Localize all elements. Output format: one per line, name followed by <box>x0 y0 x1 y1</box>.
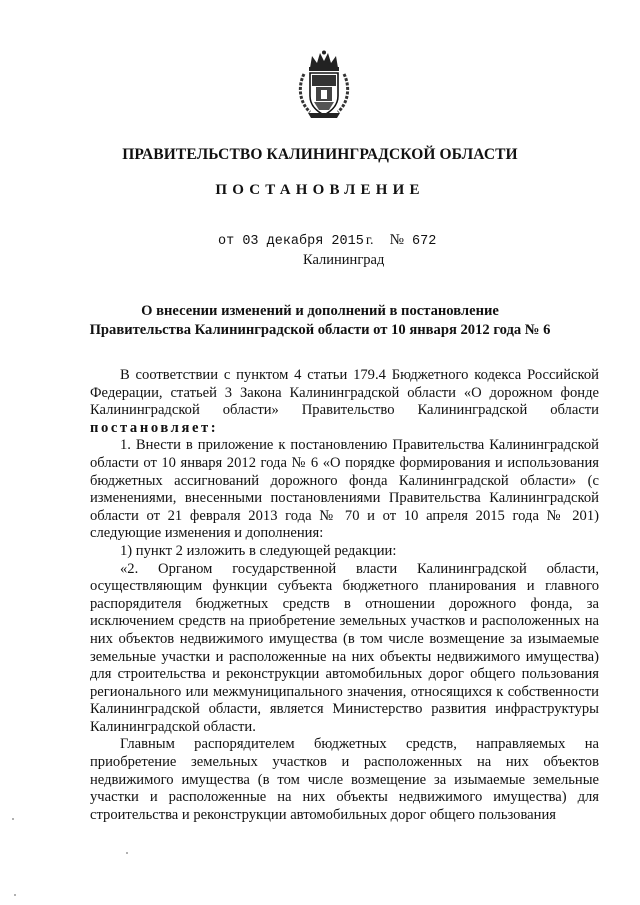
document-body <box>90 367 599 824</box>
document-type: ПОСТАНОВЛЕНИЕ <box>215 182 425 198</box>
quote-paragraph-1: «2. Органом государственной власти Калининградской области, осуществляющим функции субъекта бюджетного планирования и главного распорядителя бюджетных средств в отношении дорожного фонда, за исключением средств на приобретение земельных участков и расположенных на них объектов недвижимого имущества (в том числе возмещение за изымаемые земельные участки и расположенные на них объекты недвижимого имущества) для строительства и реконструкции автомобильных дорог общего пользования регионального или межмуниципального значения, относящихся к собственности Калининградской области, является Министерство развития инфраструктуры Калининградской области. <box>90 560 599 735</box>
scan-speck <box>12 818 14 820</box>
quote-paragraph-2: Главным распорядителем бюджетных средств, направляемых на приобретение земельных участков и расположенных на них объектов недвижимого имущества (в том числе возмещение за изымаемые земельные участки и расположенные на них объекты недвижимого имущества) для строительства и реконструкции автомобильных дорог общего пользования <box>90 736 599 823</box>
scan-speck <box>126 852 128 854</box>
year-suffix: г. <box>365 233 374 248</box>
kaliningrad-coat-of-arms-icon <box>296 50 352 120</box>
date-prefix: от <box>218 234 235 249</box>
subitem-1-paragraph: 1) пункт 2 изложить в следующей редакции: <box>120 542 397 559</box>
organization-name: ПРАВИТЕЛЬСТВО КАЛИНИНГРАДСКОЙ ОБЛАСТИ <box>122 146 518 163</box>
title-line-1: О внесении изменений и дополнений в постановление <box>141 303 499 319</box>
number-label: № <box>389 232 404 248</box>
preamble-emphasis: постановляет: <box>90 419 219 436</box>
item-1-paragraph: 1. Внести в приложение к постановлению Правительства Калининградской области от 10 января 2012 года № 6 «О порядке формирования и использования бюджетных ассигнований дорожного фонда Калининградской области» (с изменениями, внесенными постановлениями Правительства Калининградской области от 21 февраля 2013 года № 70 и от 10 апреля 2015 года № 201) следующие изменения и дополнения: <box>90 437 599 542</box>
date-number-line <box>218 232 478 249</box>
document-number: 672 <box>412 234 437 249</box>
title-line-2: Правительства Калининградской области от 10 января 2012 года № 6 <box>89 322 551 338</box>
scan-speck <box>14 894 16 896</box>
preamble-text: В соответствии с пунктом 4 статьи 179.4 Бюджетного кодекса Российской Федерации, статьей 3 Закона Калининградской области «О дорожном фонде Калининградской области» Правительство Калининградской области <box>90 367 599 419</box>
city-name: Калининград <box>303 252 385 268</box>
document-title <box>0 302 640 340</box>
coat-of-arms-drawing <box>296 50 352 120</box>
document-date: 03 декабря 2015 <box>242 234 364 249</box>
preamble-paragraph <box>90 367 599 437</box>
